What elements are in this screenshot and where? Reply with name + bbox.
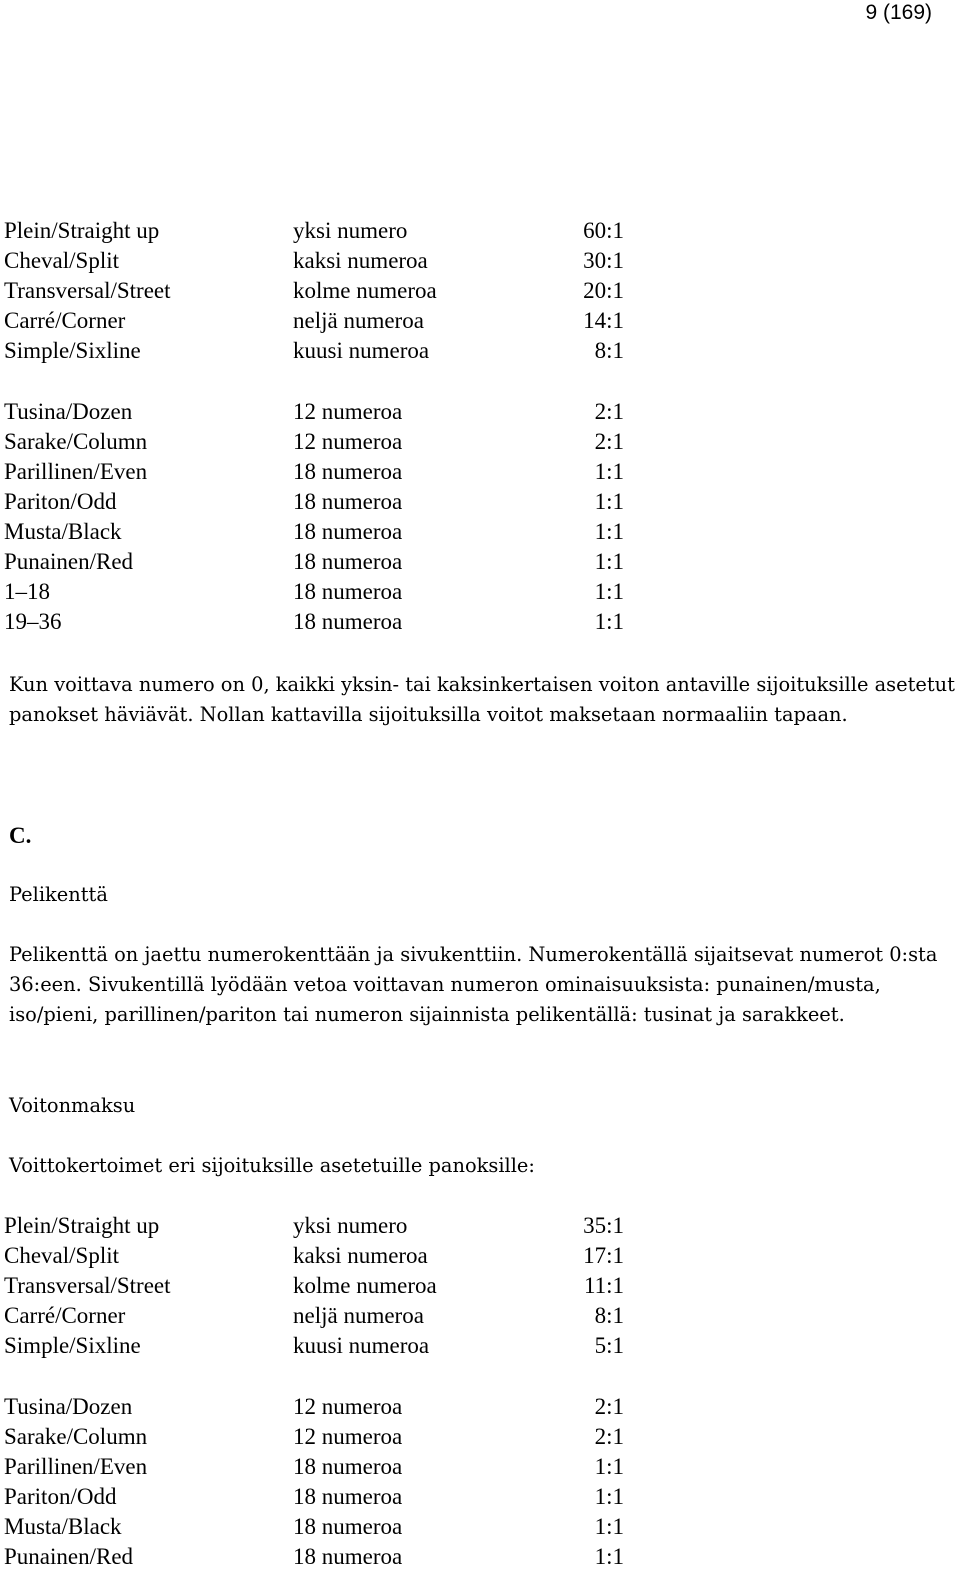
bet-odds: 1:1 <box>594 1483 624 1509</box>
bet-name: Sarake/Column <box>4 428 148 454</box>
bet-name: Cheval/Split <box>4 248 119 274</box>
table-row <box>4 457 644 487</box>
bet-coverage: 18 numeroa <box>293 1544 403 1570</box>
table-row <box>4 1422 644 1452</box>
bet-name: Carré/Corner <box>4 308 126 334</box>
bet-coverage: kuusi numeroa <box>293 338 430 364</box>
bet-name: Carré/Corner <box>4 1303 126 1329</box>
bet-odds: 1:1 <box>594 549 624 575</box>
bet-coverage: kuusi numeroa <box>293 1333 430 1359</box>
bet-odds: 1:1 <box>594 1453 624 1479</box>
bet-name: Parillinen/Even <box>4 1453 148 1479</box>
table-row <box>4 1301 644 1331</box>
bet-odds: 2:1 <box>594 1423 624 1449</box>
table-row <box>4 547 644 577</box>
bet-name: Musta/Black <box>4 518 122 544</box>
section-letter: C. <box>9 823 32 848</box>
bet-odds: 1:1 <box>594 1513 624 1539</box>
bet-name: Transversal/Street <box>4 278 171 304</box>
bet-coverage: kolme numeroa <box>293 1273 437 1299</box>
bet-name: Transversal/Street <box>4 1273 171 1299</box>
table-row <box>4 276 644 306</box>
bet-coverage: kolme numeroa <box>293 278 437 304</box>
bet-odds: 20:1 <box>583 278 624 304</box>
page-number: 9 (169) <box>865 1 932 24</box>
bet-odds: 1:1 <box>594 488 624 514</box>
bet-coverage: kaksi numeroa <box>293 1243 428 1269</box>
bet-name: Pariton/Odd <box>4 488 117 514</box>
bet-name: Tusina/Dozen <box>4 398 133 424</box>
bet-coverage: neljä numeroa <box>293 1303 424 1329</box>
bet-name: Simple/Sixline <box>4 1333 141 1359</box>
bet-odds: 1:1 <box>594 518 624 544</box>
bet-name: Cheval/Split <box>4 1243 119 1269</box>
table-row <box>4 1452 644 1482</box>
bet-odds: 2:1 <box>594 1393 624 1419</box>
bet-odds: 5:1 <box>594 1333 624 1359</box>
table-row <box>4 1542 644 1572</box>
bet-coverage: 18 numeroa <box>293 518 403 544</box>
bet-odds: 11:1 <box>583 1273 624 1299</box>
table-row <box>4 336 644 366</box>
bet-odds: 1:1 <box>594 458 624 484</box>
table-row <box>4 487 644 517</box>
table-row <box>4 1512 644 1542</box>
bet-coverage: 18 numeroa <box>293 458 403 484</box>
table-row <box>4 1392 644 1422</box>
bet-odds: 1:1 <box>594 1544 624 1570</box>
bet-coverage: 12 numeroa <box>293 1393 403 1419</box>
bet-name: Plein/Straight up <box>4 218 160 243</box>
bet-coverage: 18 numeroa <box>293 579 403 605</box>
bet-odds: 14:1 <box>583 308 624 334</box>
bet-coverage: 18 numeroa <box>293 609 403 635</box>
table-row <box>4 517 644 547</box>
bet-coverage: 18 numeroa <box>293 549 403 575</box>
bet-coverage: 18 numeroa <box>293 1483 403 1509</box>
bet-odds: 1:1 <box>594 579 624 605</box>
bet-coverage: kaksi numeroa <box>293 248 428 274</box>
heading-voitonmaksu: Voitonmaksu <box>9 1094 136 1117</box>
table-row <box>4 397 644 427</box>
table-row <box>4 216 644 246</box>
bet-odds: 30:1 <box>583 248 624 274</box>
bet-coverage: yksi numero <box>293 1213 408 1238</box>
bet-odds: 2:1 <box>594 428 624 454</box>
bet-odds: 35:1 <box>583 1213 624 1238</box>
table-row <box>4 1482 644 1512</box>
payout-table-2 <box>4 1211 644 1572</box>
bet-coverage: 12 numeroa <box>293 1423 403 1449</box>
bet-coverage: neljä numeroa <box>293 308 424 334</box>
bet-name: Punainen/Red <box>4 549 134 575</box>
bet-name: Plein/Straight up <box>4 1213 160 1238</box>
bet-name: Pariton/Odd <box>4 1483 117 1509</box>
bet-coverage: 18 numeroa <box>293 1513 403 1539</box>
bet-odds: 17:1 <box>583 1243 624 1269</box>
table-row <box>4 427 644 457</box>
bet-coverage: 12 numeroa <box>293 398 403 424</box>
table-row <box>4 1271 644 1301</box>
table-row <box>4 607 644 637</box>
bet-odds: 2:1 <box>594 398 624 424</box>
table-row <box>4 1211 644 1241</box>
table-row <box>4 1331 644 1361</box>
bet-name: 1–18 <box>4 579 50 605</box>
bet-coverage: 12 numeroa <box>293 428 403 454</box>
payout-table-1 <box>4 216 644 637</box>
paragraph-kertoimet: Voittokertoimet eri sijoituksille asetetuille panoksille: <box>9 1154 535 1177</box>
bet-odds: 8:1 <box>594 1303 624 1329</box>
bet-odds: 8:1 <box>594 338 624 364</box>
heading-pelikentta: Pelikenttä <box>9 883 108 906</box>
table-row <box>4 1241 644 1271</box>
paragraph-pelikentta: Pelikenttä on jaettu numerokenttään ja sivukenttiin. Numerokentällä sijaitsevat numerot 0:sta 36:een. Sivukentillä lyödään vetoa voittavan numeron ominaisuuksista: punainen/musta, iso/pieni, parillinen/pariton tai numeron sijainnista pelikentällä: tusinat ja sarakkeet. <box>9 943 938 1027</box>
table-row <box>4 306 644 336</box>
table-row <box>4 246 644 276</box>
bet-name: 19–36 <box>4 609 62 635</box>
paragraph-zero-rule: Kun voittava numero on 0, kaikki yksin- tai kaksinkertaisen voiton antaville sijoituksille asetetut panokset häviävät. Nollan kattavilla sijoituksilla voitot maksetaan normaaliin tapaan. <box>9 673 955 727</box>
bet-coverage: 18 numeroa <box>293 1453 403 1479</box>
bet-name: Tusina/Dozen <box>4 1393 133 1419</box>
bet-odds: 60:1 <box>583 218 624 243</box>
bet-name: Parillinen/Even <box>4 458 148 484</box>
bet-name: Musta/Black <box>4 1513 122 1539</box>
bet-name: Punainen/Red <box>4 1544 134 1570</box>
bet-coverage: 18 numeroa <box>293 488 403 514</box>
bet-coverage: yksi numero <box>293 218 408 243</box>
bet-name: Simple/Sixline <box>4 338 141 364</box>
table-row <box>4 577 644 607</box>
bet-odds: 1:1 <box>594 609 624 635</box>
bet-name: Sarake/Column <box>4 1423 148 1449</box>
